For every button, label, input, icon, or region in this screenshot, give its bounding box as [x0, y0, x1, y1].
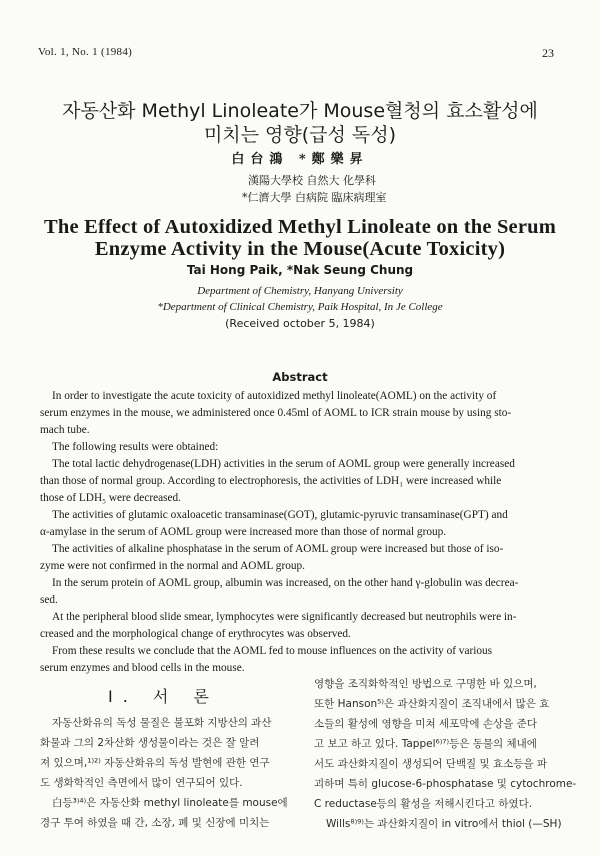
intro-right-line: 괴하며 특히 glucose-6-phosphatase 및 cytochrome- [314, 778, 577, 790]
abstract-line: The activities of glutamic oxaloacetic transaminase(GOT), glutamic-pyruvic transaminase(GPT) and [52, 509, 508, 521]
korean-affiliation-1: 漢陽大學校 自然大 化學科 [248, 174, 376, 187]
abstract-heading: Abstract [272, 370, 328, 384]
abstract-line: The following results were obtained: [52, 441, 219, 453]
english-authors: Tai Hong Paik, *Nak Seung Chung [186, 263, 414, 277]
section-heading-introduction: I. 서 론 [108, 687, 219, 706]
english-title-line-1: The Effect of Autoxidized Methyl Linoleate on the Serum [43, 216, 557, 238]
received-date: (Received october 5, 1984) [225, 317, 375, 330]
english-affiliation-1: Department of Chemistry, Hanyang University [197, 285, 403, 297]
abstract-line: At the peripheral blood slide smear, lymphocytes were significantly decreased but neutrophils were in- [52, 611, 517, 623]
page-number: 23 [542, 46, 554, 60]
abstract-line: creased and the morphological change of erythrocytes was observed. [40, 628, 351, 640]
intro-right-line: 서도 과산화지질이 생성되어 단백질 및 효소등을 파 [314, 758, 548, 770]
abstract-line: than those of normal group. According to electrophoresis, the activities of LDH₁ were increased while [40, 475, 502, 487]
abstract-line: serum enzymes in the mouse, we administered once 0.45ml of AOML to ICR strain mouse by using sto- [40, 407, 512, 419]
intro-left-line: 져 있으며,¹⁾²⁾ 자동산화유의 독성 발현에 관한 연구 [40, 757, 270, 769]
abstract-line: those of LDH₅ were decreased. [40, 492, 182, 504]
abstract-line: α-amylase in the serum of AOML group were increased more than those of normal group. [40, 526, 447, 538]
abstract-line: serum enzymes and blood cells in the mouse. [40, 662, 245, 674]
english-title-line-2: Enzyme Activity in the Mouse(Acute Toxicity) [94, 238, 506, 260]
abstract-line: In order to investigate the acute toxicity of autoxidized methyl linoleate(AOML) on the activity of [52, 390, 497, 402]
intro-right-line: 영향을 조직화학적인 방법으로 구명한 바 있으며, [314, 678, 537, 690]
intro-left-line: 白등³⁾⁴⁾은 자동산화 methyl linoleate를 mouse에 [52, 797, 288, 809]
intro-right-line: C reductase등의 활성을 저해시킨다고 하였다. [314, 798, 533, 810]
korean-title-line-1: 자동산화 Methyl Linoleate가 Mouse혈청의 효소활성에 [62, 100, 538, 122]
abstract-line: The total lactic dehydrogenase(LDH) activities in the serum of AOML group were generally increased [52, 458, 515, 470]
abstract-line: In the serum protein of AOML group, albumin was increased, on the other hand γ-globulin was decrea- [52, 577, 519, 589]
abstract-line: zyme were not confirmed in the normal and AOML group. [40, 560, 305, 572]
intro-left-line: 경구 투여 하였을 때 간, 소장, 폐 및 신장에 미치는 [40, 817, 270, 829]
english-affiliation-2: *Department of Clinical Chemistry, Paik Hospital, In Je College [157, 301, 443, 313]
intro-left-line: 화물과 그의 2차산화 생성물이라는 것은 잘 알려 [40, 737, 260, 749]
intro-right-line: 고 보고 하고 있다. Tappel⁶⁾⁷⁾등은 동물의 체내에 [314, 738, 537, 750]
intro-left-line: 자동산화유의 독성 물질은 불포화 지방산의 과산 [52, 717, 272, 729]
abstract-line: From these results we conclude that the AOML fed to mouse influences on the activity of various [52, 645, 493, 657]
intro-right-line: 소들의 활성에 영향을 미쳐 세포막에 손상을 준다 [314, 718, 537, 730]
abstract-line: The activities of alkaline phosphatase in the serum of AOML group were increased but those of iso- [52, 543, 504, 555]
intro-right-line: Wills⁸⁾⁹⁾는 과산화지질이 in vitro에서 thiol (—SH) [326, 818, 562, 830]
abstract-line: mach tube. [40, 424, 90, 436]
intro-right-line: 또한 Hanson⁵⁾은 과산화지질이 조직내에서 많은 효 [314, 698, 550, 710]
korean-title-line-2: 미치는 영향(급성 독성) [203, 124, 397, 146]
korean-affiliation-2: *仁濟大學 白病院 臨床病理室 [242, 191, 387, 204]
intro-left-line: 도 생화학적인 측면에서 많이 연구되어 있다. [40, 777, 243, 789]
running-header-volume: Vol. 1, No. 1 (1984) [38, 46, 133, 58]
abstract-line: sed. [40, 594, 58, 606]
korean-authors: 白台鴻 *鄭樂昇 [231, 152, 369, 167]
